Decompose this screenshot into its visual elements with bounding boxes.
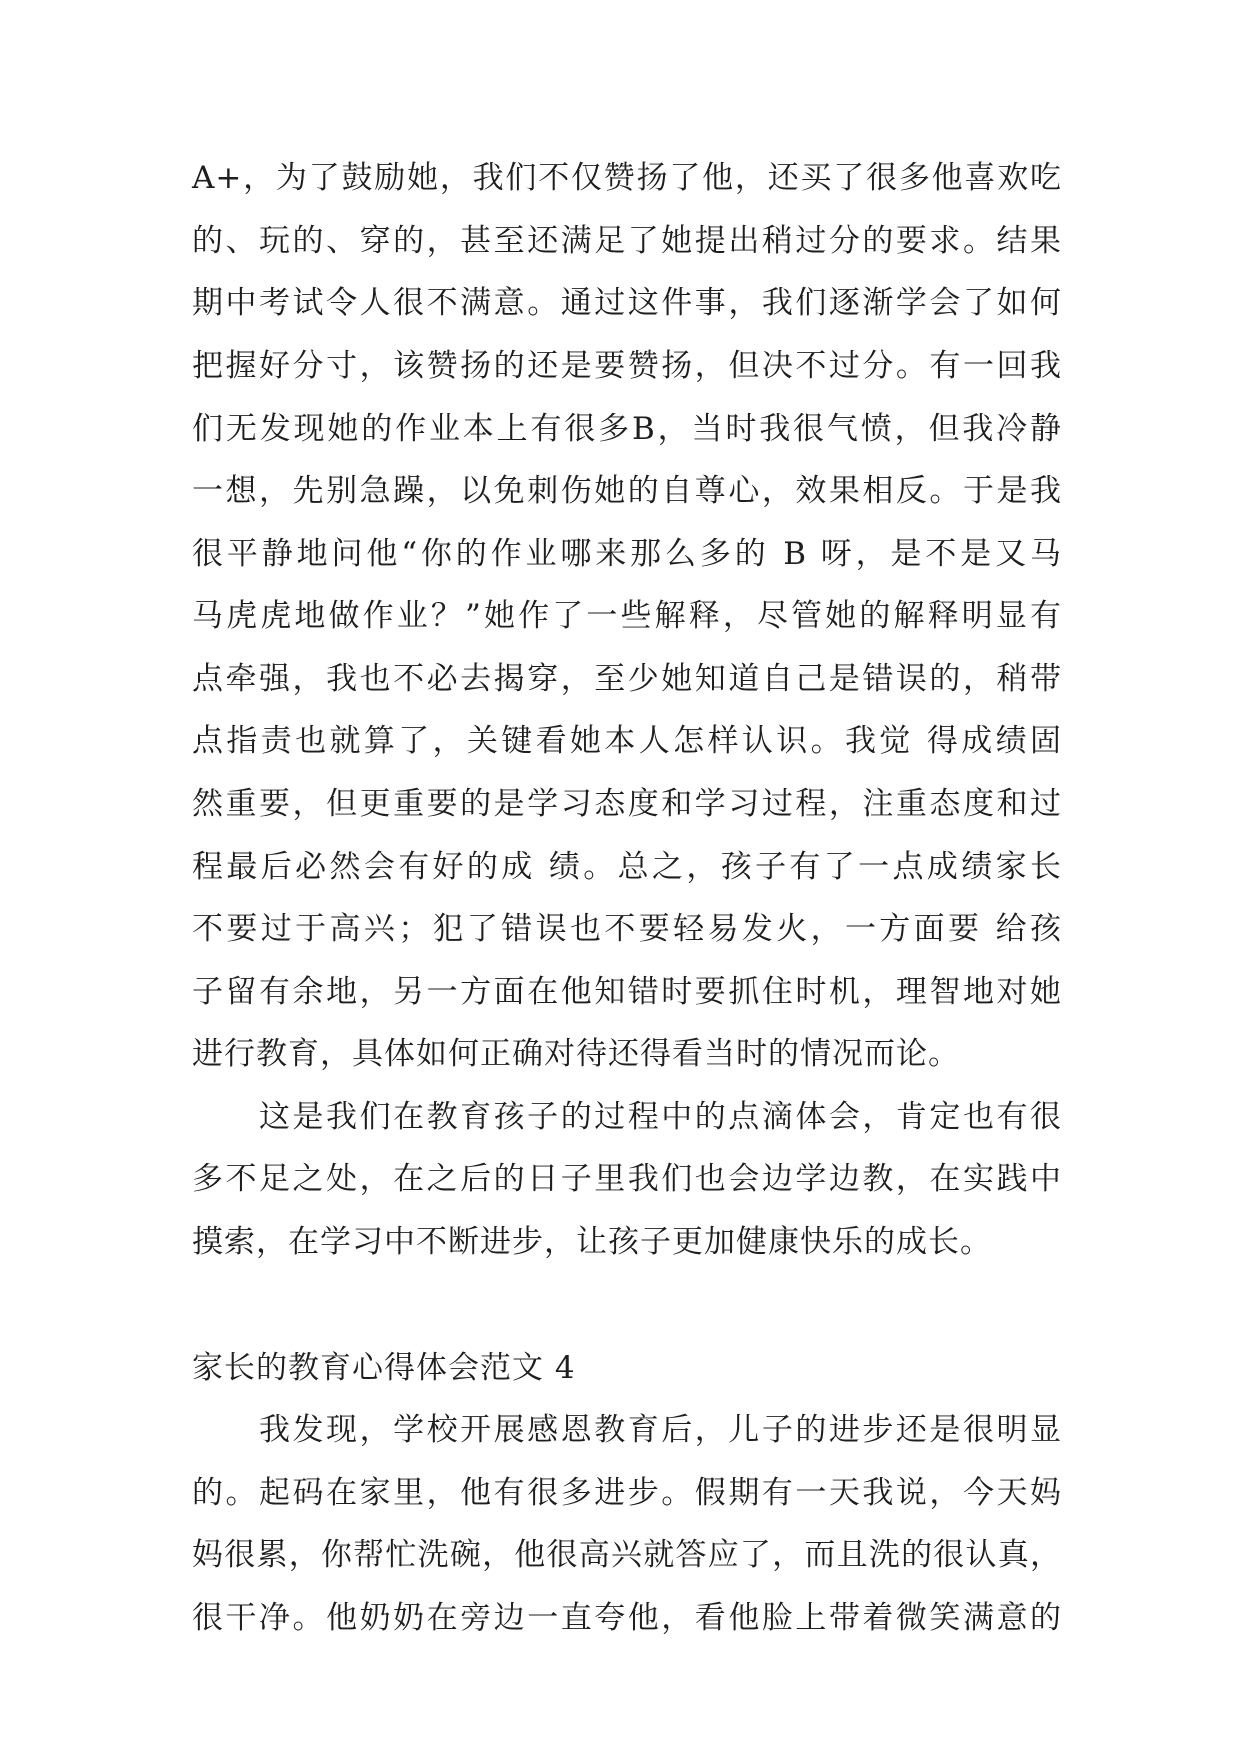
paragraph-3-line: 妈很累，你帮忙洗碗，他很高兴就答应了，而且洗的很认真， bbox=[192, 1537, 1062, 1573]
paragraph-1-line: 点指责也就算了，关键看她本人怎样认识。我觉 得成绩固 bbox=[192, 723, 1062, 759]
paragraph-1-line: 不要过于高兴；犯了错误也不要轻易发火，一方面要 给孩 bbox=[192, 911, 1062, 947]
paragraph-1-line: 一想，先别急躁，以免刺伤她的自尊心，效果相反。于是我 bbox=[192, 473, 1062, 509]
paragraph-1-line: 很平静地问他“你的作业哪来那么多的 B 呀，是不是又马 bbox=[192, 536, 1062, 572]
paragraph-1-line: 马虎虎地做作业？”她作了一些解释，尽管她的解释明显有 bbox=[192, 598, 1062, 634]
paragraph-2-line: 摸索，在学习中不断进步，让孩子更加健康快乐的成长。 bbox=[192, 1224, 992, 1260]
paragraph-1-line: A+，为了鼓励她，我们不仅赞扬了他，还买了很多他喜欢吃 bbox=[192, 160, 1062, 196]
section-heading: 家长的教育心得体会范文 4 bbox=[192, 1350, 576, 1386]
paragraph-1-line: 进行教育，具体如何正确对待还得看当时的情况而论。 bbox=[192, 1036, 960, 1072]
paragraph-1-line: 的、玩的、穿的，甚至还满足了她提出稍过分的要求。结果 bbox=[192, 223, 1062, 259]
paragraph-1-line: 子留有余地，另一方面在他知错时要抓住时机，理智地对她 bbox=[192, 974, 1062, 1010]
paragraph-2-line: 多不足之处，在之后的日子里我们也会边学边教，在实践中 bbox=[192, 1161, 1062, 1197]
paragraph-3-line: 我发现，学校开展感恩教育后，儿子的进步还是很明显 bbox=[259, 1412, 1062, 1448]
paragraph-1-line: 们无发现她的作业本上有很多B，当时我很气愤，但我冷静 bbox=[192, 411, 1062, 447]
paragraph-1-line: 点牵强，我也不必去揭穿，至少她知道自己是错误的，稍带 bbox=[192, 661, 1062, 697]
paragraph-3-line: 很干净。他奶奶在旁边一直夸他，看他脸上带着微笑满意的 bbox=[192, 1600, 1062, 1636]
paragraph-1-line: 把握好分寸，该赞扬的还是要赞扬，但决不过分。有一回我 bbox=[192, 348, 1062, 384]
paragraph-3-line: 的。起码在家里，他有很多进步。假期有一天我说，今天妈 bbox=[192, 1475, 1062, 1511]
paragraph-2-line: 这是我们在教育孩子的过程中的点滴体会，肯定也有很 bbox=[259, 1099, 1062, 1135]
paragraph-1-line: 程最后必然会有好的成 绩。总之，孩子有了一点成绩家长 bbox=[192, 849, 1062, 885]
paragraph-1-line: 然重要，但更重要的是学习态度和学习过程，注重态度和过 bbox=[192, 786, 1062, 822]
paragraph-1-line: 期中考试令人很不满意。通过这件事，我们逐渐学会了如何 bbox=[192, 285, 1062, 321]
